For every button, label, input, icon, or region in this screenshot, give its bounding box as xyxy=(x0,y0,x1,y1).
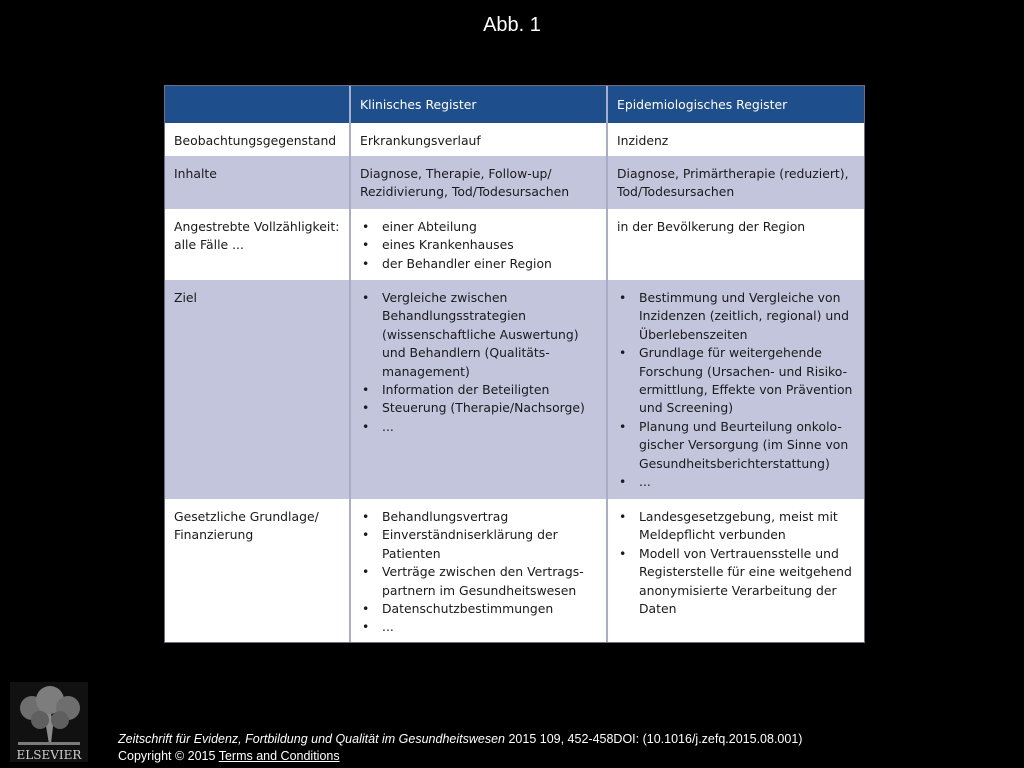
cell-line: Rezidivierung, Tod/Todesursachen xyxy=(360,184,570,200)
list-item: • Modell von Vertrauensstelle und Registerstelle für eine weitgehend anonymisierte Verarbeitung der Daten xyxy=(617,545,856,619)
slide-title: Abb. 1 xyxy=(483,14,541,36)
citation-details: 2015 109, 452-458DOI: (10.1016/j.zefq.2015.08.001) xyxy=(505,732,803,746)
list-item: • Verträge zwischen den Vertrags-partnern im Gesundheitswesen xyxy=(360,563,598,600)
journal-name: Zeitschrift für Evidenz, Fortbildung und Qualität im Gesundheitswesen xyxy=(118,732,505,746)
list-item: • Steuerung (Therapie/Nachsorge) xyxy=(360,399,598,417)
register-comparison-table xyxy=(165,86,864,643)
copyright-text: Copyright © 2015 xyxy=(118,749,219,763)
copyright-line xyxy=(118,748,802,765)
list-item: • Datenschutzbestimmungen xyxy=(360,600,598,618)
table-row-grundlage xyxy=(165,499,864,643)
bullet-list xyxy=(360,508,598,637)
row-label: Inhalte xyxy=(165,156,350,209)
row-label: Ziel xyxy=(165,280,350,499)
cell-klinisch xyxy=(350,156,607,209)
cell-epidemiologisch xyxy=(607,156,864,209)
cell-epidemiologisch xyxy=(607,280,864,499)
cell-epidemiologisch: Inzidenz xyxy=(607,123,864,156)
cell-epidemiologisch: in der Bevölkerung der Region xyxy=(607,209,864,280)
terms-and-conditions-link[interactable]: Terms and Conditions xyxy=(218,749,340,763)
row-label xyxy=(165,499,350,643)
bullet-list xyxy=(617,289,856,491)
list-item: • Grundlage für weitergehende Forschung (Ursachen- und Risiko-ermittlung, Effekte von Prävention und Screening) xyxy=(617,344,856,418)
bullet-list xyxy=(360,218,598,273)
list-item: • ... xyxy=(360,618,598,636)
cell-klinisch xyxy=(350,280,607,499)
cell-line: Diagnose, Primärtherapie (reduziert), xyxy=(617,166,849,181)
cell-klinisch xyxy=(350,209,607,280)
header-klinisches-register: Klinisches Register xyxy=(350,86,607,123)
table-row-inhalte xyxy=(165,156,864,209)
cell-klinisch xyxy=(350,499,607,643)
bullet-list xyxy=(360,289,598,436)
cell-epidemiologisch xyxy=(607,499,864,643)
row-label: Beobachtungsgegenstand xyxy=(165,123,350,156)
row-label xyxy=(165,209,350,280)
list-item: • Landesgesetzgebung, meist mit Meldepflicht verbunden xyxy=(617,508,856,545)
cell-line: Finanzierung xyxy=(174,527,254,543)
list-item: • Einverständniserklärung der Patienten xyxy=(360,526,598,563)
elsevier-wordmark: ELSEVIER xyxy=(16,748,82,762)
cell-line: alle Fälle ... xyxy=(174,237,244,253)
cell-klinisch: Erkrankungsverlauf xyxy=(350,123,607,156)
list-item: • ... xyxy=(617,473,856,491)
table-row-ziel xyxy=(165,280,864,499)
list-item: • Information der Beteiligten xyxy=(360,381,598,399)
cell-line: Angestrebte Vollzähligkeit: xyxy=(174,219,340,234)
bullet-list xyxy=(617,508,856,618)
list-item: • der Behandler einer Region xyxy=(360,255,598,273)
list-item: • Bestimmung und Vergleiche von Inzidenzen (zeitlich, regional) und Überlebenszeiten xyxy=(617,289,856,344)
header-epidemiologisches-register: Epidemiologisches Register xyxy=(607,86,864,123)
citation-footer xyxy=(118,731,802,765)
list-item: • ... xyxy=(360,418,598,436)
list-item: • eines Krankenhauses xyxy=(360,236,598,254)
list-item: • Behandlungsvertrag xyxy=(360,508,598,526)
table-row-beobachtungsgegenstand xyxy=(165,123,864,156)
table-header-row xyxy=(165,86,864,123)
cell-line: Tod/Todesursachen xyxy=(617,184,735,200)
elsevier-logo xyxy=(10,682,88,762)
list-item: • einer Abteilung xyxy=(360,218,598,236)
header-cell-empty xyxy=(165,86,350,123)
list-item: • Vergleiche zwischen Behandlungsstrategien (wissenschaftliche Auswertung) und Behandlern (Qualitäts-management) xyxy=(360,289,598,381)
register-table-frame xyxy=(164,85,865,643)
cell-line: Diagnose, Therapie, Follow-up/ xyxy=(360,166,552,181)
table-row-vollzaehligkeit xyxy=(165,209,864,280)
list-item: • Planung und Beurteilung onkolo-gischer Versorgung (im Sinne von Gesundheitsberichterstattung) xyxy=(617,418,856,473)
cell-line: Gesetzliche Grundlage/ xyxy=(174,509,319,524)
citation-line xyxy=(118,731,802,748)
